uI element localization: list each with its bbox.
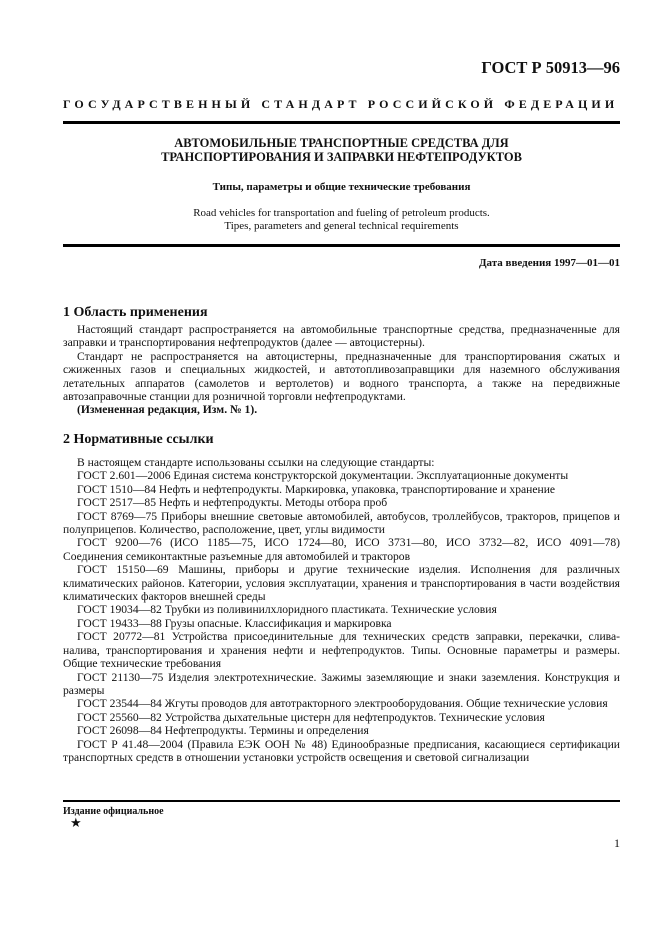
english-title-line-2: Tipes, parameters and general technical requirements [224,220,459,232]
page-number: 1 [614,836,620,850]
section-1-body [63,323,620,417]
reference-item: ГОСТ 15150—69 Машины, приборы и другие технические изделия. Исполнения для различных климатических районов. Категории, условия эксплуатации, хранения и транспортирования в части воздействия климатических факторов внешней среды [63,563,620,604]
reference-item: ГОСТ 9200—76 (ИСО 1185—75, ИСО 1724—80, ИСО 3731—80, ИСО 3732—82, ИСО 4091—78) Соединения семиконтактные разъемные для автомобилей и тракторов [63,536,620,563]
reference-item: ГОСТ 26098—84 Нефтепродукты. Термины и определения [77,724,369,738]
english-title-line-1: Road vehicles for transportation and fueling of petroleum products. [193,207,490,219]
document-subtitle: Типы, параметры и общие технические требования [212,181,471,193]
paragraph: Стандарт не распространяется на автоцистерны, предназначенные для транспортирования сжатых и сжиженных газов и специальных жидкостей, и автотопливозаправщики для наземного обслуживания летательных аппаратов (самолетов и вертолетов) и водного транспорта, а также на передвижные автозаправочные станции для розничной торговли нефтепродуктами. [63,349,620,404]
reference-item: ГОСТ 19034—82 Трубки из поливинилхлоридного пластиката. Технические условия [77,603,497,617]
reference-item: ГОСТ 1510—84 Нефть и нефтепродукты. Маркировка, упаковка, транспортирование и хранение [77,482,556,496]
divider-top [63,121,620,124]
official-edition-label: Издание официальное [63,806,164,817]
section-2-body [63,456,620,764]
title-line-2: ТРАНСПОРТИРОВАНИЯ И ЗАПРАВКИ НЕФТЕПРОДУКТОВ [161,150,522,164]
paragraph: Настоящий стандарт распространяется на автомобильные транспортные средства, предназначенные для заправки и транспортирования нефтепродуктов (далее — автоцистерны). [63,323,620,350]
english-title [63,207,620,233]
state-standard-heading: ГОСУДАРСТВЕННЫЙ СТАНДАРТ РОССИЙСКОЙ ФЕДЕРАЦИИ [63,97,619,111]
document-title [63,136,620,164]
star-icon: ★ [70,815,82,830]
divider-title [63,244,620,247]
title-line-1: АВТОМОБИЛЬНЫЕ ТРАНСПОРТНЫЕ СРЕДСТВА ДЛЯ [174,136,509,150]
reference-item: ГОСТ 8769—75 Приборы внешние световые автомобилей, автобусов, троллейбусов, тракторов, прицепов и полуприцепов. Количество, расположение, цвет, углы видимости [63,509,620,537]
reference-item: ГОСТ 23544—84 Жгуты проводов для автотракторного электрооборудования. Общие технические условия [77,697,608,711]
reference-item: ГОСТ 25560—82 Устройства дыхательные цистерн для нефтепродуктов. Технические условия [77,710,545,724]
reference-item: ГОСТ Р 41.48—2004 (Правила ЕЭК ООН № 48) Единообразные предписания, касающиеся сертификации транспортных средств в отношении установки устройств освещения и световой сигнализации [63,737,620,764]
amendment-note: (Измененная редакция, Изм. № 1). [77,403,258,417]
paragraph: В настоящем стандарте использованы ссылки на следующие стандарты: [77,456,435,469]
reference-item: ГОСТ 20772—81 Устройства присоединительные для технических средств заправки, перекачки, слива-налива, транспортирования и хранения нефти и нефтепродуктов. Типы. Основные параметры и размеры. Общие технические требования [63,630,620,671]
reference-item: ГОСТ 21130—75 Изделия электротехнические. Зажимы заземляющие и знаки заземления. Конструкция и размеры [63,670,620,697]
section-2-heading: 2 Нормативные ссылки [63,432,214,447]
section-1-heading: 1 Область применения [63,305,208,320]
reference-item: ГОСТ 2517—85 Нефть и нефтепродукты. Методы отбора проб [77,496,388,510]
introduction-date: Дата введения 1997—01—01 [478,257,620,269]
reference-item: ГОСТ 19433—88 Грузы опасные. Классификация и маркировка [77,616,392,630]
reference-item: ГОСТ 2.601—2006 Единая система конструкторской документации. Эксплуатационные документы [77,469,569,483]
divider-footer [63,800,620,802]
document-code: ГОСТ Р 50913—96 [481,58,620,77]
